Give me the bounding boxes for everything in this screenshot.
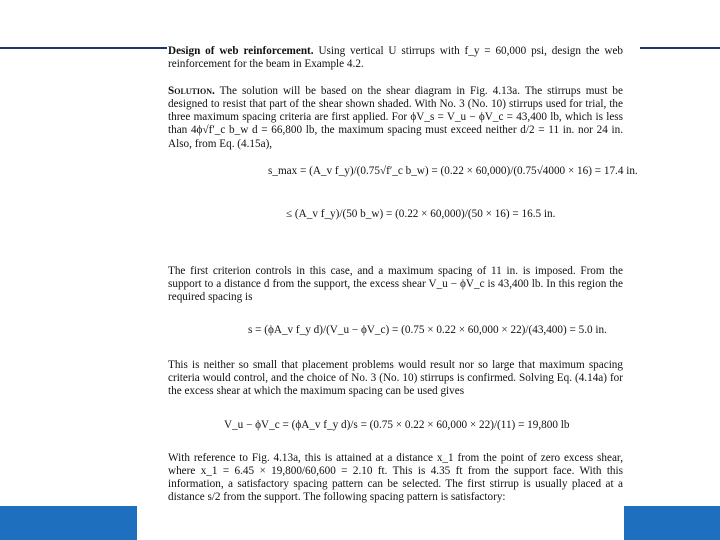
equation-smax [268,164,638,221]
paragraph-stirrup-choice: This is neither so small that placement problems would result nor so large that maximum spacing criteria would control, and the choice of No. 3 (No. 10) stirrups is confirmed. Solving Eq. (4.14a) for the excess shear at which the maximum spacing can be used gives [168,359,623,398]
example-paragraph [168,45,623,71]
equation-excess-shear-text: V_u − ϕV_c = (ϕA_v f_y d)/s = (0.75 × 0.22 × 60,000 × 22)/(11) = 19,800 lb [224,418,570,431]
solution-paragraph [168,85,623,150]
paragraph-spacing-pattern: With reference to Fig. 4.13a, this is attained at a distance x_1 from the point of zero excess shear, where x_1 = 6.45 × 19,800/60,600 = 2.10 ft. This is 4.35 ft from the support face. With this information, a satisfactory spacing pattern can be selected. The first stirrup is usually placed at a distance s/2 from the support. The following spacing pattern is satisfactory: [168,451,623,503]
solution-label: Solution. [168,85,215,98]
footer-bar-right [624,506,720,540]
equation-excess-shear [224,419,623,432]
footer-bar-left [0,506,137,540]
textbook-page [168,45,638,540]
example-intro: Using vertical U stirrups with f_y = 60,000 psi, design the web reinforcement for the beam in Example 4.2. [168,45,624,71]
equation-spacing [248,324,623,337]
equation-smax-line2: ≤ (A_v f_y)/(50 b_w) = (0.22 × 60,000)/(50 × 16) = 16.5 in. [286,207,556,220]
equation-smax-line1: s_max = (A_v f_y)/(0.75√f′_c b_w) = (0.22 × 60,000)/(0.75√4000 × 16) = 17.4 in. [268,164,638,177]
solution-text: The solution will be based on the shear diagram in Fig. 4.13a. The stirrups must be designed to resist that part of the shear shown shaded. With No. 3 (No. 10) stirrups used for trial, the three maximum spacing criteria are first applied. For ϕV_s = V_u − ϕV_c = 43,400 lb, which is less than 4ϕ√f′_c b_w d = 66,800 lb, the maximum spacing must exceed neither d/2 = 11 in. nor 24 in. Also, from Eq. (4.15a), [168,85,623,150]
equation-spacing-text: s = (ϕA_v f_y d)/(V_u − ϕV_c) = (0.75 × 0.22 × 60,000 × 22)/(43,400) = 5.0 in. [248,324,607,337]
top-rule-right [640,47,720,49]
paragraph-first-criterion: The first criterion controls in this case, and a maximum spacing of 11 in. is imposed. From the support to a distance d from the support, the excess shear V_u − ϕV_c is 43,400 lb. In this region the required spacing is [168,264,623,304]
example-title: Design of web reinforcement. [168,45,314,57]
top-rule-left [0,47,167,49]
